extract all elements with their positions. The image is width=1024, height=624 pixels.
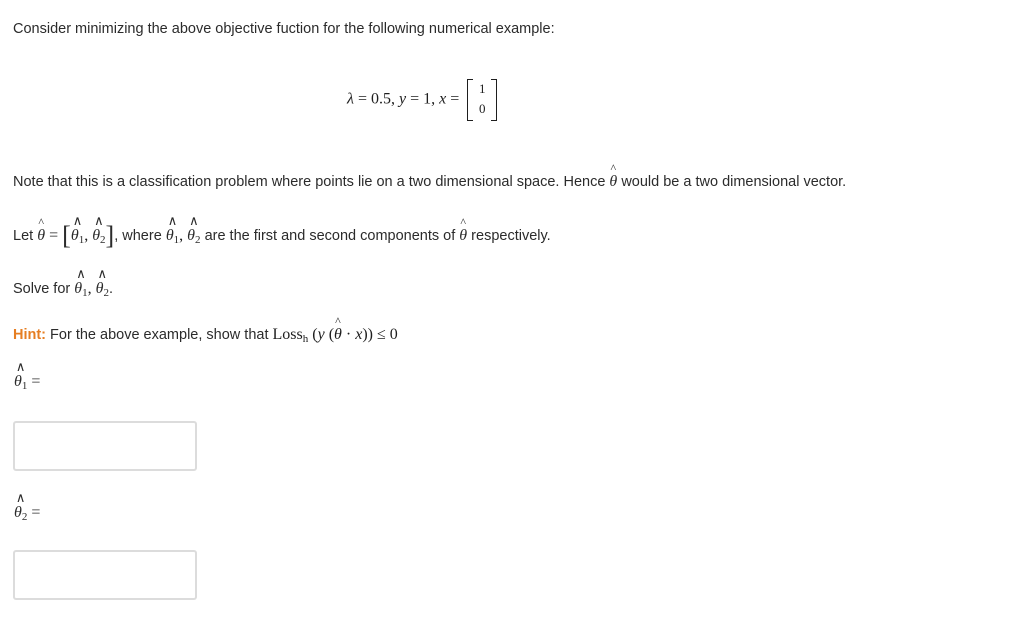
theta-2-input[interactable]	[13, 550, 197, 600]
theta-hat-2: ∧ $\theta_2$	[187, 213, 201, 246]
theta-2-label: ∧ $\theta_2$ =	[14, 490, 41, 523]
theta-hat: ^ θ	[609, 161, 618, 190]
note-main: Note that this is a classification problem where points lie on a two dimensional space. Hence	[13, 174, 606, 190]
intro-text: Consider minimizing the above objective fuction for the following numerical example:	[13, 21, 555, 37]
y-symbol: y	[398, 90, 407, 108]
theta-1-input[interactable]	[13, 421, 197, 471]
x-symbol: x	[439, 90, 447, 108]
solve-label: Solve for	[13, 281, 71, 297]
x-vector-entry-1: 1	[479, 81, 486, 96]
let-where: , where	[114, 228, 162, 244]
theta-hat-2: ∧ $\theta_2$	[95, 266, 109, 299]
let-end: respectively.	[471, 228, 551, 244]
let-prefix: Let	[13, 228, 34, 244]
right-bracket: ]	[105, 221, 115, 250]
x-vector-entry-2: 0	[479, 101, 486, 116]
note-suffix: would be a two dimensional vector.	[621, 174, 847, 190]
note-text	[13, 161, 847, 191]
theta-hat-1: ∧ $\theta_1$	[70, 213, 85, 246]
hint-inequality: Loss$_h$ (y ( ^ θ · x)) ≤ 0	[272, 314, 398, 345]
theta-hat: ^ θ	[459, 215, 468, 244]
solve-text: Solve for ∧ $\theta_1$, ∧ $\theta_2$.	[13, 266, 114, 299]
x-vector	[463, 79, 501, 121]
display-equation: λ = 0.5, y = 1, x = 1 0	[347, 79, 501, 121]
theta-hat-1: ∧ $\theta_1$	[165, 213, 180, 246]
theta-1-label: ∧ $\theta_1$ =	[14, 359, 41, 392]
lambda-value: 0.5	[370, 90, 391, 108]
theta-hat-2: ∧ $\theta_2$	[92, 213, 106, 246]
y-value: 1	[423, 90, 432, 108]
let-suffix: are the first and second components of	[204, 228, 456, 244]
left-bracket: [	[62, 221, 71, 250]
hint	[13, 314, 398, 345]
lambda-symbol: λ	[347, 90, 354, 108]
theta-hat: ^ θ	[37, 215, 46, 244]
let-text: Let ^ θ = [ ∧ $\theta_1$, ∧ $\theta_2$], where ∧ $\theta_1$, ∧ $\theta_2$ are the first and second components of ^ θ respectively.	[13, 213, 551, 250]
theta-hat-1: ∧ $\theta_1$	[74, 266, 88, 299]
hint-label: Hint:	[13, 327, 47, 343]
hint-text: For the above example, show that	[50, 327, 269, 343]
